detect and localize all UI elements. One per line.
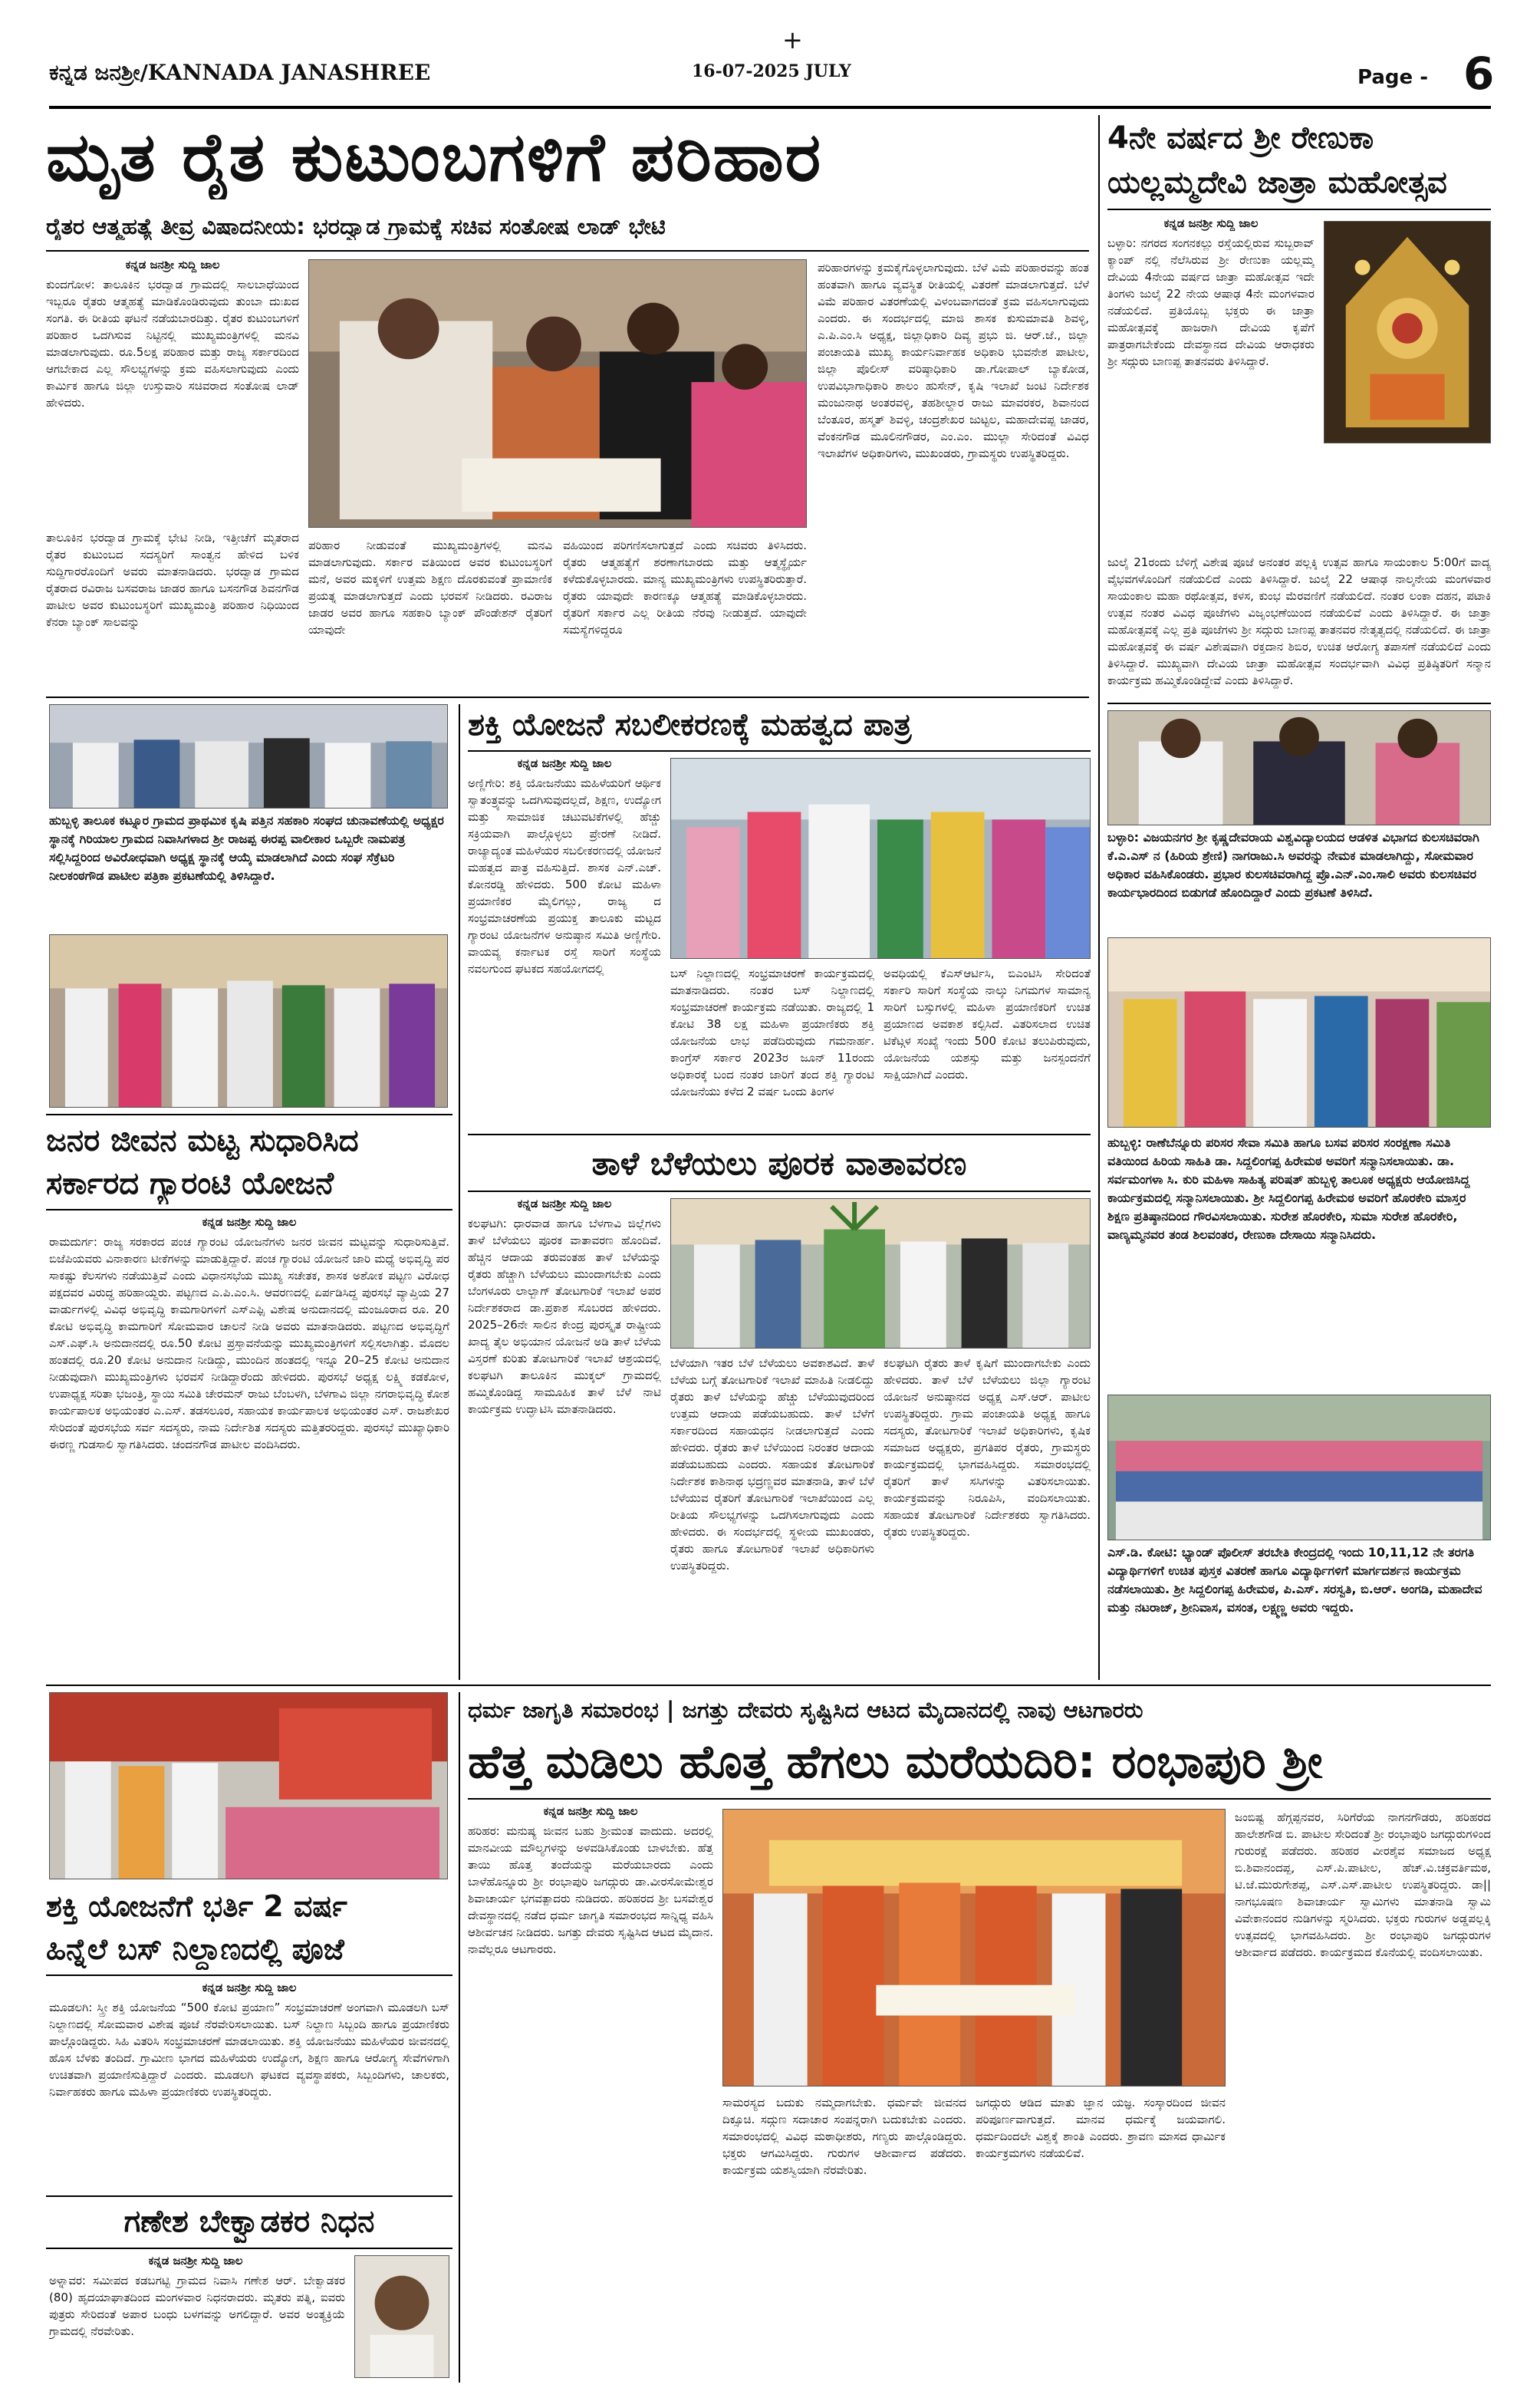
story2-headline-line1: 4ನೇ ವರ್ಷದ ಶ್ರೀ ರೇಣುಕಾ <box>1107 120 1374 156</box>
story6-byline: ಕನ್ನಡ ಜನಶ್ರೀ ಸುದ್ದಿ ಜಾಲ <box>202 1981 297 1994</box>
story3-byline: ಕನ್ನಡ ಜನಶ್ರೀ ಸುದ್ದಿ ಜಾಲ <box>517 756 612 770</box>
masthead-kannada-name: ಕನ್ನಡ ಜನಶ್ರೀ <box>49 60 140 85</box>
story7-body: ಅಳ್ನಾವರ: ಸಮೀಪದ ಕಡಬಗಟ್ಟಿ ಗ್ರಾಮದ ನಿವಾಸಿ ಗಣೇಶ ಆರ್. ಬೇಕ್ವಾಡಕರ (80) ಹೃದಯಾಘಾತದಿಂದ ಮಂಗಳವಾರ ನಿಧನರಾದರು. ಮೃತರು ಪತ್ನಿ, ಐವರು ಪುತ್ರರು ಸೇರಿದಂತೆ ಅಪಾರ ಬಂಧು ಬಳಗವನ್ನು ಅಗಲಿದ್ದಾರೆ. ಅವರ ಅಂತ್ಯಕ್ರಿಯೆ ಗ್ರಾಮದಲ್ಲಿ ನೆರವೇರಿತು. <box>49 2274 345 2338</box>
bus-stand-photo <box>49 1692 448 1879</box>
crosshair-icon: + <box>782 25 803 54</box>
story3-rule <box>468 750 1091 752</box>
story5-body-col3: ಕಲಘಟಗಿ ರೈತರು ತಾಳೆ ಕೃಷಿಗೆ ಮುಂದಾಗಬೇಕು ಎಂದು ಹೇಳಿದರು. ತಾಳೆ ಬೆಳೆ ಬೆಳೆಯಲು ಜಿಲ್ಲಾ ಗ್ಯಾರಂಟಿ ಯೋಜನೆ ಅನುಷ್ಠಾನದ ಅಧ್ಯಕ್ಷ ಎಸ್.ಆರ್. ಪಾಟೀಲ ಉಪಸ್ಥಿತರಿದ್ದರು. ಗ್ರಾಮ ಪಂಚಾಯತಿ ಅಧ್ಯಕ್ಷ ಹಾಗೂ ಸದಸ್ಯರು, ತೋಟಗಾರಿಕೆ ಇಲಾಖೆ ಅಧಿಕಾರಿಗಳು, ಕೃಷಿಕ ಸಮಾಜದ ಅಧ್ಯಕ್ಷರು, ಪ್ರಗತಿಪರ ರೈತರು, ಗ್ರಾಮಸ್ಥರು ಕಾರ್ಯಕ್ರಮದಲ್ಲಿ ಭಾಗವಹಿಸಿದ್ದರು. ಸಮಾರಂಭದಲ್ಲಿ ರೈತರಿಗೆ ತಾಳೆ ಸಸಿಗಳನ್ನು ವಿತರಿಸಲಾಯಿತು. ಕಾರ್ಯಕ್ರಮವನ್ನು ನಿರೂಪಿಸಿ, ವಂದಿಸಲಾಯಿತು. ಸಹಾಯಕ ತೋಟಗಾರಿಕೆ ನಿರ್ದೇಶಕರು ಸ್ವಾಗತಿಸಿದರು. ರೈತರು ಉಪಸ್ಥಿತರಿದ್ದರು. <box>884 1356 1091 1539</box>
story1-body-col1b: ತಾಲೂಕಿನ ಭರದ್ವಾಡ ಗ್ರಾಮಕ್ಕೆ ಭೇಟಿ ನೀಡಿ, ಇತ್ತೀಚೆಗೆ ಮೃತರಾದ ರೈತರ ಕುಟುಂಬದ ಸದಸ್ಯರಿಗೆ ಸಾಂತ್ವನ ಹೇಳಿದ ಬಳಿಕ ಸುದ್ದಿಗಾರರೊಂದಿಗೆ ಅವರು ಮಾತನಾಡಿದರು. ಭರದ್ವಾಡ ಗ್ರಾಮದ ರೈತರಾದ ರವಿರಾಜ ಬಸವರಾಜ ಜಾಡರ ಹಾಗೂ ಬಸನಗೌಡ ಶಿವನಗೌಡ ಪಾಟೀಲ ಅವರ ಕುಟುಂಬಸ್ಥರಿಗೆ ಮುಖ್ಯಮಂತ್ರಿ ಪರಿಹಾರ ನಿಧಿಯಿಂದ ಕೆನರಾ ಬ್ಯಾಂಕ್ ಸಾಲವನ್ನು <box>46 531 299 629</box>
story2-headline-line2: ಯಲ್ಲಮ್ಮದೇವಿ ಜಾತ್ರಾ ಮಹೋತ್ಸವ <box>1107 165 1447 200</box>
felicitation-photo <box>1107 937 1491 1128</box>
story3-body-col1: ಅಣ್ಣಿಗೇರಿ: ಶಕ್ತಿ ಯೋಜನೆಯು ಮಹಿಳೆಯರಿಗೆ ಆರ್ಥಿಕ ಸ್ವಾತಂತ್ರ್ಯವನ್ನು ಒದಗಿಸುವುದಲ್ಲದೆ, ಶಿಕ್ಷಣ, ಉದ್ಯೋಗ ಮತ್ತು ಸಾಮಾಜಿಕ ಚಟುವಟಿಕೆಗಳಲ್ಲಿ ಹೆಚ್ಚು ಸಕ್ರಿಯವಾಗಿ ಪಾಲ್ಗೊಳ್ಳಲು ಪ್ರೇರಣೆ ನೀಡಿದೆ. ರಾಜ್ಯಾದ್ಯಂತ ಮಹಿಳೆಯರ ಸಬಲೀಕರಣದಲ್ಲಿ ಯೋಜನೆ ಮಹತ್ವದ ಪಾತ್ರ ವಹಿಸುತ್ತಿದೆ. ಶಾಸಕ ಎನ್.ಎಚ್. ಕೋನರಡ್ಡಿ ಹೇಳಿದರು. 500 ಕೋಟಿ ಮಹಿಳಾ ಪ್ರಯಾಣಿಕರ ಮೈಲಿಗಲ್ಲು, ರಾಜ್ಯ ದ ಸಂಭ್ರಮಾಚರಣೆಯ ಪ್ರಯುಕ್ತ ತಾಲೂಕು ಮಟ್ಟದ ಗ್ಯಾರಂಟಿ ಯೋಜನೆಗಳ ಅನುಷ್ಠಾನ ಸಮಿತಿ ಅಣ್ಣಿಗೇರಿ. ವಾಯವ್ಯ ಕರ್ನಾಟಕ ರಸ್ತೆ ಸಾರಿಗೆ ಸಂಸ್ಥೆಯ ನವಲಗುಂದ ಘಟಕದ ಸಹಯೋಗದಲ್ಲಿ <box>468 776 661 976</box>
masthead-title <box>49 60 430 86</box>
story5-headline: ತಾಳೆ ಬೆಳೆಯಲು ಪೂರಕ ವಾತಾವರಣ <box>591 1145 967 1182</box>
story5-top-rule <box>468 1134 1091 1135</box>
story7-byline: ಕನ್ನಡ ಜನಶ್ರೀ ಸುದ್ದಿ ಜಾಲ <box>148 2254 243 2268</box>
story2-bottom-rule <box>1107 703 1491 704</box>
page-number: 6 <box>1463 48 1495 100</box>
story2-rule <box>1107 209 1491 210</box>
story8-kicker: ಧರ್ಮ ಜಾಗೃತಿ ಸಮಾರಂಭ | ಜಗತ್ತು ದೇವರು ಸೃಷ್ಟಿಸಿದ ಆಟದ ಮೈದಾನದಲ್ಲಿ ನಾವು ಆಟಗಾರರು <box>468 1697 1143 1723</box>
story1-photo <box>308 259 807 528</box>
story8-photo <box>722 1809 1226 2086</box>
story8-body-col2: ಸಾಮರಸ್ಯದ ಬದುಕು ನಮ್ಮದಾಗಬೇಕು. ಧರ್ಮವೇ ಜೀವನದ ದಿಕ್ಸೂಚಿ. ಸದ್ಗುಣ ಸದಾಚಾರ ಸಂಪನ್ನರಾಗಿ ಬದುಕಬೇಕು ಎಂದರು. ಸಮಾರಂಭದಲ್ಲಿ ವಿವಿಧ ಮಠಾಧೀಶರು, ಗಣ್ಯರು ಪಾಲ್ಗೊಂಡಿದ್ದರು. ಭಕ್ತರು ಆಗಮಿಸಿದ್ದರು. ಗುರುಗಳ ಆಶೀರ್ವಾದ ಪಡೆದರು. ಕಾರ್ಯಕ್ರಮ ಯಶಸ್ವಿಯಾಗಿ ನೆರವೇರಿತು. <box>722 2096 966 2177</box>
story8-body-col4: ಜಂಬಿಷ್ಟ ಹೆಗ್ಗಪ್ಪನವರ, ಸಿರಿಗೆರೆಯ ನಾಗನಗೌಡರು, ಹರಿಹರದ ಹಾಲೇಶಗೌಡ ಬಿ. ಪಾಟೀಲ ಸೇರಿದಂತೆ ಶ್ರೀ ರಂಭಾಪುರಿ ಜಗದ್ಗುರುಗಳಿಂದ ಗುರುರಕ್ಷೆ ಪಡೆದರು. ಹರಿಹರ ವೀರಶೈವ ಸಮಾಜದ ಅಧ್ಯಕ್ಷ ಬಿ.ಶಿವಾನಂದಪ್ಪ, ಎಸ್.ಪಿ.ಪಾಟೀಲ, ಹೆಚ್.ವಿ.ಚಕ್ರವರ್ತಿಮಠ, ಟಿ.ಜೆ.ಮುರುಗೇಶಪ್ಪ, ಎಸ್.ಎಸ್.ಪಾಟೀಲ ಉಪಸ್ಥಿತರಿದ್ದರು. ಡಾ|| ನಾಗಭೂಷಣ ಶಿವಾಚಾರ್ಯ ಸ್ವಾಮಿಗಳು ಮಾತನಾಡಿ ಸ್ವಾಮಿ ವಿವೇಕಾನಂದರ ನುಡಿಗಳನ್ನು ಸ್ಮರಿಸಿದರು. ಭಕ್ತರು ಗುರುಗಳ ಅಡ್ಡಪಲ್ಲಕ್ಕಿ ಉತ್ಸವದಲ್ಲಿ ಭಾಗವಹಿಸಿದರು. ಶ್ರೀ ರಂಭಾಪುರಿ ಜಗದ್ಗುರುಗಳ ಆಶೀರ್ವಾದ ಪಡೆದರು. ಕಾರ್ಯಕ್ರಮದ ಕೊನೆಯಲ್ಲಿ ವಂದಿಸಲಾಯಿತು. <box>1235 1810 1491 1959</box>
column-rule-left <box>459 704 460 1680</box>
story2-byline: ಕನ್ನಡ ಜನಶ್ರೀ ಸುದ್ದಿ ಜಾಲ <box>1163 216 1259 230</box>
story2-body-top: ಬಳ್ಳಾರಿ: ನಗರದ ಸಂಗನಕಲ್ಲು ರಸ್ತೆಯಲ್ಲಿರುವ ಸುಬ್ಬರಾವ್ ಕ್ಯಾಂಪ್ ನಲ್ಲಿ ನೆಲೆಸಿರುವ ಶ್ರೀ ರೇಣುಕಾ ಯಲ್ಲಮ್ಮ ದೇವಿಯ 4ನೇಯ ವರ್ಷದ ಜಾತ್ರಾ ಮಹೋತ್ಸವ ಇದೇ ತಿಂಗಳು ಜುಲೈ 22 ನೇಯ ಆಷಾಢ 4ನೇ ಮಂಗಳವಾರ ನಡೆಯಲಿದೆ. ಪ್ರತಿಯೊಬ್ಬ ಭಕ್ತರು ಈ ಜಾತ್ರಾ ಮಹೋತ್ಸವಕ್ಕೆ ಹಾಜರಾಗಿ ದೇವಿಯ ಕೃಪೆಗೆ ಪಾತ್ರರಾಗಬೇಕೆಂದು ದೇವಸ್ಥಾನದ ದೇವಿಯ ಆರಾಧಕರು ಶ್ರೀ ಸದ್ಗುರು ಬಾಣಪ್ಪ ತಾತನವರು ತಿಳಿಸಿದ್ದಾರೆ. <box>1107 236 1315 368</box>
story5-body-col1: ಕಲಘಟಗಿ: ಧಾರವಾಡ ಹಾಗೂ ಬೆಳಗಾವಿ ಜಿಲ್ಲೆಗಳು ತಾಳೆ ಬೆಳೆಯಲು ಪೂರಕ ವಾತಾವರಣ ಹೊಂದಿವೆ. ಹೆಚ್ಚಿನ ಆದಾಯ ತರುವಂತಹ ತಾಳೆ ಬೆಳೆಯನ್ನು ರೈತರು ಹೆಚ್ಚಾಗಿ ಬೆಳೆಯಲು ಮುಂದಾಗಬೇಕು ಎಂದು ಬೆಂಗಳೂರು ಲಾಲ್ಬಾಗ್ ತೋಟಗಾರಿಕೆ ಇಲಾಖೆ ಅಪರ ನಿರ್ದೇಶಕರಾದ ಡಾ.ಪ್ರಕಾಶ ಸೊಬರದ ಹೇಳಿದರು. 2025–26ನೇ ಸಾಲಿನ ಕೇಂದ್ರ ಪುರಸ್ಕೃತ ರಾಷ್ಟ್ರೀಯ ಖಾದ್ಯ ತೈಲ ಅಭಿಯಾನ ಯೋಜನೆ ಅಡಿ ತಾಳೆ ಬೆಳೆಯ ವಿಸ್ತರಣೆ ಕುರಿತು ತೋಟಗಾರಿಕೆ ಇಲಾಖೆ ಆಶ್ರಯದಲ್ಲಿ ಕಲಘಟಗಿ ತಾಲೂಕಿನ ಮುಕ್ಕಲ್ ಗ್ರಾಮದಲ್ಲಿ ಹಮ್ಮಿಕೊಂಡಿದ್ದ ಸಾಮೂಹಿಕ ತಾಳೆ ಬೆಳೆ ನಾಟಿ ಕಾರ್ಯಕ್ರಮ ಉದ್ಘಾಟಿಸಿ ಮಾತನಾಡಿದರು. <box>468 1217 661 1416</box>
story6-body: ಮೂಡಲಗಿ: ಸ್ತ್ರೀ ಶಕ್ತಿ ಯೋಜನೆಯ “500 ಕೋಟಿ ಪ್ರಯಾಣ” ಸಂಭ್ರಮಾಚರಣೆ ಅಂಗವಾಗಿ ಮೂಡಲಗಿ ಬಸ್ ನಿಲ್ದಾಣದಲ್ಲಿ ಸೋಮವಾರ ವಿಶೇಷ ಪೂಜೆ ನೆರವೇರಿಸಲಾಯಿತು. ಬಸ್ ನಿಲ್ದಾಣ ಸಿಬ್ಬಂದಿ ಹಾಗೂ ಪ್ರಯಾಣಿಕರು ಪಾಲ್ಗೊಂಡಿದ್ದರು. ಸಿಹಿ ವಿತರಿಸಿ ಸಂಭ್ರಮಾಚರಣೆ ಮಾಡಲಾಯಿತು. ಶಕ್ತಿ ಯೋಜನೆಯು ಮಹಿಳೆಯರ ಜೀವನದಲ್ಲಿ ಹೊಸ ಬೆಳಕು ತಂದಿದೆ. ಗ್ರಾಮೀಣ ಭಾಗದ ಮಹಿಳೆಯರು ಉದ್ಯೋಗ, ಶಿಕ್ಷಣ ಹಾಗೂ ಆರೋಗ್ಯ ಸೇವೆಗಳಿಗಾಗಿ ಉಚಿತವಾಗಿ ಪ್ರಯಾಣಿಸುತ್ತಿದ್ದಾರೆ ಎಂದರು. ಮೂಡಲಗಿ ಘಟಕದ ವ್ಯವಸ್ಥಾಪಕರು, ಸಿಬ್ಬಂದಿಗಳು, ಚಾಲಕರು, ನಿರ್ವಾಹಕರು ಹಾಗೂ ಮಹಿಳಾ ಪ್ರಯಾಣಿಕರು ಉಪಸ್ಥಿತರಿದ್ದರು. <box>49 2001 449 2099</box>
masthead-english-name: KANNADA JANASHREE <box>147 60 431 85</box>
story4-body: ರಾಮದುರ್ಗ: ರಾಜ್ಯ ಸರಕಾರದ ಪಂಚ ಗ್ಯಾರಂಟಿ ಯೋಜನೆಗಳು ಜನರ ಜೀವನ ಮಟ್ಟವನ್ನು ಸುಧಾರಿಸುತ್ತಿವೆ. ಬಿಜೆಪಿಯವರು ವಿನಾಕಾರಣ ಟೀಕೆಗಳನ್ನು ಮಾಡುತ್ತಿದ್ದಾರೆ. ಪಂಚ ಗ್ಯಾರಂಟಿ ಯೋಜನೆ ಜಾರಿ ಮಧ್ಯೆ ಅಭಿವೃದ್ಧಿ ಪರ ಸಾಕಷ್ಟು ಕೆಲಸಗಳು ನಡೆಯುತ್ತಿವೆ ಎಂದು ವಿಧಾನಸಭೆಯ ಮುಖ್ಯ ಸಚೇತಕ, ಶಾಸಕ ಅಶೋಕ ಪಟ್ಟಣ ವಿರೋಧ ಪಕ್ಷದವರ ವಿರುದ್ಧ ಹರಿಹಾಯ್ದರು. ಪಟ್ಟಣದ ಎ.ಪಿ.ಎಂ.ಸಿ. ಆವರಣದಲ್ಲಿ ಏರ್ಪಡಿಸಿದ್ದ ಪುರಸಭೆ ವ್ಯಾಪ್ತಿಯ 27 ವಾರ್ಡುಗಳಲ್ಲಿ ವಿವಿಧ ಅಭಿವೃದ್ಧಿ ಕಾಮಗಾರಿಗಳಿಗೆ ಎಸ್ಎಫ್ಸಿ ವಿಶೇಷ ಅನುದಾನದಲ್ಲಿ ಮಂಜೂರಾದ ರೂ. 20 ಕೋಟಿ ಅಭಿವೃದ್ಧಿ ಕಾಮಗಾರಿಗೆ ಸೋಮವಾರ ಚಾಲನೆ ನೀಡಿ ಅವರು ಮಾತನಾಡಿದರು. ಪಟ್ಟಣದ ಅಭಿವೃದ್ಧಿಗೆ ಎಸ್.ಎಫ್.ಸಿ ಅನುದಾನದಲ್ಲಿ ರೂ.50 ಕೋಟಿ ಪ್ರಸ್ತಾವನೆಯನ್ನು ಮುಖ್ಯಮಂತ್ರಿಗಳಿಗೆ ಸಲ್ಲಿಸಲಾಗಿತ್ತು. ಮೊದಲ ಹಂತದಲ್ಲಿ ರೂ.20 ಕೋಟಿ ಅನುದಾನ ನೀಡಿದ್ದು, ಮುಂದಿನ ಹಂತದಲ್ಲಿ ಇನ್ನೂ 20–25 ಕೋಟಿ ಅನುದಾನ ನೀಡುವುದಾಗಿ ಮುಖ್ಯಮಂತ್ರಿಗಳು ಭರವಸೆ ನೀಡಿದ್ದಾರೆಂದು ಹೇಳಿದರು. ಪುರಸಭೆ ಅಧ್ಯಕ್ಷ ಲಕ್ಷ್ಮಿ ಕಡಕೋಳ, ಉಪಾಧ್ಯಕ್ಷ ಸರಿತಾ ಭಜಂತ್ರಿ, ಸ್ಥಾಯಿ ಸಮಿತಿ ಚೇರಮನ್ ರಾಜು ಬೆಂಬಳಗಿ, ಬೆಳಗಾವಿ ಜಿಲ್ಲಾ ನಗರಾಭಿವೃದ್ಧಿ ಕೋಶ ಕಾರ್ಯಪಾಲಕ ಅಭಿಯಂತರ ಎ.ಎಸ್. ತಡಸಲೂರ, ಸಹಾಯಕ ಕಾರ್ಯಪಾಲಕ ಅಭಿಯಂತರ ಎಸ್. ರಾಜಶೇಖರ ಸೇರಿದಂತೆ ಪುರಸಭೆಯ ಸರ್ವ ಸದಸ್ಯರು, ನಾಮ ನಿರ್ದೇಶಿತ ಸದಸ್ಯರು ಮತ್ತಿತರರಿದ್ದರು. ಪುರಸಭೆ ಮುಖ್ಯಾಧಿಕಾರಿ ಈರಣ್ಣ ಗುಡಸಾಲಿ ಸ್ವಾಗತಿಸಿದರು. ಚಂದನಗೌಡ ಪಾಟೀಲ ವಂದಿಸಿದರು. <box>49 1235 449 1451</box>
lower-section-rule <box>46 1685 1491 1686</box>
story6-rule <box>46 1974 452 1976</box>
katnur-society-photo <box>49 704 448 809</box>
story1-subheadline: ರೈತರ ಆತ್ಮಹತ್ಯೆ ತೀವ್ರ ವಿಷಾದನೀಯ: ಭರದ್ವಾಡ ಗ್ರಾಮಕ್ಕೆ ಸಚಿವ ಸಂತೋಷ ಲಾಡ್ ಭೇಟಿ <box>46 213 666 239</box>
story2-body-bottom: ಜುಲೈ 21ರಂದು ಬೆಳಿಗ್ಗೆ ವಿಶೇಷ ಪೂಜೆ ಅನಂತರ ಪಲ್ಲಕ್ಕಿ ಉತ್ಸವ ಹಾಗೂ ಸಾಯಂಕಾಲ 5:00ಗೆ ವಾದ್ಯ ವೈಭವಗಳೊಂದಿಗೆ ನಡೆಯಲಿದೆ ಎಂದು ತಿಳಿಸಿದ್ದಾರೆ. ಜುಲೈ 22 ಆಷಾಢ ನಾಲ್ಕನೇಯ ಮಂಗಳವಾರ ಸಾಯಂಕಾಲ ಮಹಾ ರಥೋತ್ಸವ, ಕಳಸ, ಕುಂಭ ಮೆರವಣಿಗೆ ನಡೆಯಲಿದೆ. ನಂತರ ಲಂಕಾ ದಹನ, ಪಟಾಕಿ ಉತ್ಸವ ನಂತರ ವಿವಿಧ ಪೂಜೆಗಳು ವಿಜೃಂಭಣೆಯಿಂದ ನಡೆಯಲಿವೆ ಎಂದು ತಿಳಿಸಿದ್ದಾರೆ. ಈ ಜಾತ್ರಾ ಮಹೋತ್ಸವಕ್ಕೆ ಎಲ್ಲ ಪ್ರತಿ ಪೂಜೆಗಳು ಶ್ರೀ ಸದ್ಗುರು ಬಾಣಪ್ಪ ತಾತನವರ ನೇತೃತ್ವದಲ್ಲಿ ನಡೆಯಲಿದೆ. ಈ ಜಾತ್ರಾ ಮಹೋತ್ಸವಕ್ಕೆ ಈ ವರ್ಷ ವಿಶೇಷವಾಗಿ ರಕ್ತದಾನ ಶಿಬಿರ, ಉಚಿತ ಆರೋಗ್ಯ ತಪಾಸಣೆ ನಡೆಯಲಿದೆ ಎಂದು ತಿಳಿಸಿದ್ದಾರೆ. ಮುಖ್ಯವಾಗಿ ದೇವಿಯ ಜಾತ್ರಾ ಮಹೋತ್ಸವ ಸಂದರ್ಭವಾಗಿ ವಿವಿಧ ಪ್ರತಿಷ್ಠಿತರಿಗೆ ಸನ್ಮಾನ ಕಾರ್ಯಕ್ರಮ ಹಮ್ಮಿಕೊಂಡಿದ್ದೇವೆ ಎಂದು ತಿಳಿಸಿದ್ದಾರೆ. <box>1107 555 1491 687</box>
story1-body-col2: ಪರಿಹಾರ ನೀಡುವಂತೆ ಮುಖ್ಯಮಂತ್ರಿಗಳಲ್ಲಿ ಮನವಿ ಮಾಡಲಾಗುವುದು. ಸರ್ಕಾರ ವತಿಯಿಂದ ಅವರ ಕುಟುಂಬಸ್ಥರಿಗೆ ಮನೆ, ಅವರ ಮಕ್ಕಳಿಗೆ ಉತ್ತಮ ಶಿಕ್ಷಣ ದೊರಕುವಂತೆ ಪ್ರಾಮಾಣಿಕ ಪ್ರಯತ್ನ ಮಾಡಲಾಗುತ್ತದೆ ಎಂದು ಭರವಸೆ ನೀಡಿದರು. ರವಿರಾಜ ಜಾಡರ ಅವರ ಹಾಗೂ ಸಹಕಾರಿ ಬ್ಯಾಂಕ್ ಪೌಂಡೇಶನ್ ರೈತರಿಗೆ ಯಾವುದೇ <box>308 538 552 637</box>
registrar-caption: ಬಳ್ಳಾರಿ: ವಿಜಯನಗರ ಶ್ರೀ ಕೃಷ್ಣದೇವರಾಯ ವಿಶ್ವವಿದ್ಯಾಲಯದ ಆಡಳಿತ ವಿಭಾಗದ ಕುಲಸಚಿವರಾಗಿ ಕೆ.ಎ.ಎಸ್ ನ (ಹಿರಿಯ ಶ್ರೇಣಿ) ನಾಗರಾಜು.ಸಿ ಅವರನ್ನು ನೇಮಕ ಮಾಡಲಾಗಿದ್ದು, ಸೋಮವಾರ ಅಧಿಕಾರ ವಹಿಸಿಕೊಂಡರು. ಪ್ರಭಾರ ಕುಲಸಚಿವರಾಗಿದ್ದ ಪ್ರೊ.ಎನ್.ಎಂ.ಸಾಲಿ ಅವರು ಕುಲಸಚಿವರ ಕಾರ್ಯಭಾರದಿಂದ ಬಿಡುಗಡೆ ಹೊಂದಿದ್ದಾರೆ ಎಂದು ಪ್ರಕಟಣೆ ತಿಳಿಸಿದೆ. <box>1107 830 1479 900</box>
registrar-photo <box>1107 710 1491 825</box>
story5-byline: ಕನ್ನಡ ಜನಶ್ರೀ ಸುದ್ದಿ ಜಾಲ <box>517 1197 612 1210</box>
katnur-society-caption: ಹುಬ್ಬಳ್ಳಿ ತಾಲೂಕ ಕಟ್ನೂರ ಗ್ರಾಮದ ಪ್ರಾಥಮಿಕ ಕೃಷಿ ಪತ್ತಿನ ಸಹಕಾರಿ ಸಂಘದ ಚುನಾವಣೆಯಲ್ಲಿ ಅಧ್ಯಕ್ಷರ ಸ್ಥಾನಕ್ಕೆ ಗಿರಿಯಾಲ ಗ್ರಾಮದ ನಿವಾಸಿಗಳಾದ ಶ್ರೀ ರಾಜಪ್ಪ ಈರಪ್ಪ ವಾಲೀಕಾರ ಒಬ್ಬರೇ ನಾಮಪತ್ರ ಸಲ್ಲಿಸಿದ್ದರಿಂದ ಅವಿರೋಧವಾಗಿ ಅಧ್ಯಕ್ಷ ಸ್ಥಾನಕ್ಕೆ ಆಯ್ಕೆ ಮಾಡಲಾಗಿದೆ ಎಂದು ಸಂಘ ಸೆಕ್ರೆಟರಿ ನೀಲಕಂಠಗೌಡ ಪಾಟೀಲ ಪತ್ರಿಕಾ ಪ್ರಕಟಣೆಯಲ್ಲಿ ತಿಳಿಸಿದ್ದಾರೆ. <box>49 813 444 883</box>
story1-byline: ಕನ್ನಡ ಜನಶ್ರೀ ಸುದ್ದಿ ಜಾಲ <box>125 258 220 272</box>
story8-byline: ಕನ್ನಡ ಜನಶ್ರೀ ಸುದ್ದಿ ಜಾಲ <box>543 1804 638 1818</box>
story4-headline-line1: ಜನರ ಜೀವನ ಮಟ್ಟ ಸುಧಾರಿಸಿದ <box>46 1123 359 1158</box>
obituary-portrait <box>354 2255 449 2378</box>
story5-rule <box>468 1191 1091 1192</box>
story7-top-rule <box>46 2195 452 2197</box>
story1-body-col3: ವಹಿಯಿಂದ ಪರಿಗಣಿಸಲಾಗುತ್ತದೆ ಎಂದು ಸಚಿವರು ತಿಳಿಸಿದರು. ರೈತರು ಆತ್ಮಹತ್ಯೆಗೆ ಶರಣಾಗಬಾರದು ಮತ್ತು ಆತ್ಮಸ್ಥೈರ್ಯ ಕಳೆದುಕೊಳ್ಳಬಾರದು. ಮಾನ್ಯ ಮುಖ್ಯಮಂತ್ರಿಗಳು ಉಪಸ್ಥಿತರಿರುತ್ತಾರೆ. ರೈತರು ಯಾವುದೇ ಕಾರಣಕ್ಕೂ ಆತ್ಮಹತ್ಯೆ ಮಾಡಿಕೊಳ್ಳಬಾರದು. ರೈತರಿಗೆ ಸರ್ಕಾರ ಎಲ್ಲ ರೀತಿಯ ನೆರವು ನೀಡುತ್ತದೆ. ಯಾವುದೇ ಸಮಸ್ಯೆಗಳಿದ್ದರೂ <box>563 538 807 637</box>
story3-headline: ಶಕ್ತಿ ಯೋಜನೆ ಸಬಲೀಕರಣಕ್ಕೆ ಮಹತ್ವದ ಪಾತ್ರ <box>468 707 912 743</box>
issue-date: 16-07-2025 JULY <box>692 61 851 81</box>
story4-rule <box>46 1209 452 1210</box>
masthead-rule <box>49 106 1491 109</box>
column-rule-right <box>1098 115 1100 1680</box>
story5-photo <box>670 1198 1091 1349</box>
story4-byline: ಕನ್ನಡ ಜನಶ್ರೀ ಸುದ್ದಿ ಜಾಲ <box>202 1215 297 1229</box>
story1-bottom-rule <box>46 697 1089 698</box>
story4-headline-line2: ಸರ್ಕಾರದ ಗ್ಯಾರಂಟಿ ಯೋಜನೆ <box>46 1166 334 1201</box>
story7-rule <box>46 2248 452 2249</box>
story6-headline-line2: ಹಿನ್ನೆಲೆ ಬಸ್ ನಿಲ್ದಾಣದಲ್ಲಿ ಪೂಜೆ <box>46 1932 344 1966</box>
felicitation-caption: ಹುಬ್ಬಳ್ಳಿ: ರಾಣೆಬೆನ್ನೂರು ಪರಿಸರ ಸೇವಾ ಸಮಿತಿ ಹಾಗೂ ಬಸವ ಪರಿಸರ ಸಂರಕ್ಷಣಾ ಸಮಿತಿ ವತಿಯಿಂದ ಹಿರಿಯ ಸಾಹಿತಿ ಡಾ. ಸಿದ್ದಲಿಂಗಪ್ಪ ಹಿರೇಮಠ ಅವರಿಗೆ ಸನ್ಮಾನಿಸಲಾಯಿತು. ಡಾ. ಸರ್ವಮಂಗಳಾ ಸಿ. ಕುರಿ ಮಹಿಳಾ ಸಾಹಿತ್ಯ ಪರಿಷತ್ ಹುಬ್ಬಳ್ಳಿ ತಾಲೂಕ ಅಧ್ಯಕ್ಷರು ಆಯೋಜಿಸಿದ್ದ ಕಾರ್ಯಕ್ರಮದಲ್ಲಿ ಸನ್ಮಾನಿಸಲಾಯಿತು. ಶ್ರೀ ಸಿದ್ದಲಿಂಗಪ್ಪ ಹಿರೇಮಠ ಅವರಿಗೆ ಹೊರಕೇರಿ ಮಾಸ್ತರ ಶಿಕ್ಷಣ ಪ್ರತಿಷ್ಠಾನದಿಂದ ಗೌರವಿಸಲಾಯಿತು. ಸುರೇಶ ಹೊರಕೇರಿ, ಸುಮಾ ಸುರೇಶ ಹೊರಕೇರಿ, ವಾಣ್ಯಮ್ಮನವರ ತಂಡ ಶಿಲವಂತರ, ರೇಣುಕಾ ದೇಸಾಯಿ ಸನ್ಮಾನಿಸಿದರು. <box>1107 1135 1470 1242</box>
story3-photo <box>670 758 1091 959</box>
story1-rule <box>46 250 1089 252</box>
story6-headline-line1: ಶಕ್ತಿ ಯೋಜನೆಗೆ ಭರ್ತಿ 2 ವರ್ಷ <box>46 1889 347 1923</box>
story8-headline: ಹೆತ್ತ ಮಡಿಲು ಹೊತ್ತ ಹೆಗಲು ಮರೆಯದಿರಿ: ರಂಭಾಪುರಿ ಶ್ರೀ <box>468 1735 1323 1789</box>
students-caption: ಎಸ್.ಡಿ. ಕೋಟಿ: ಭ್ಯಾಂಡ್ ಪೊಲೀಸ್ ತರಬೇತಿ ಕೇಂದ್ರದಲ್ಲಿ ಇಂದು 10,11,12 ನೇ ತರಗತಿ ವಿದ್ಯಾರ್ಥಿಗಳಿಗೆ ಉಚಿತ ಪುಸ್ತಕ ವಿತರಣೆ ಹಾಗೂ ವಿದ್ಯಾರ್ಥಿಗಳಿಗೆ ಮಾರ್ಗದರ್ಶನ ಕಾರ್ಯಕ್ರಮ ನಡೆಸಲಾಯಿತು. ಶ್ರೀ ಸಿದ್ದಲಿಂಗಪ್ಪ ಹಿರೇಮಠ, ಪಿ.ಎಸ್. ಸರಸ್ವತಿ, ಬಿ.ಆರ್. ಅಂಗಡಿ, ಮಹಾದೇವ ಮತ್ತು ನಟರಾಜ್, ಶ್ರೀನಿವಾಸ, ವಸಂತ, ಲಕ್ಷ್ಮಣ್ಣ ಅವರು ಇದ್ದರು. <box>1107 1545 1482 1615</box>
page-label: Page - <box>1357 66 1428 89</box>
masthead-separator: / <box>140 60 148 85</box>
students-photo <box>1107 1395 1491 1540</box>
story5-body-col2: ಬೆಳೆಯಾಗಿ ಇತರ ಬೆಳೆ ಬೆಳೆಯಲು ಅವಕಾಶವಿದೆ. ತಾಳೆ ಬೆಳೆಯ ಬಗ್ಗೆ ತೋಟಗಾರಿಕೆ ಇಲಾಖೆ ಮಾಹಿತಿ ನೀಡಲಿದ್ದು ರೈತರು ತಾಳೆ ಬೆಳೆಯನ್ನು ಹೆಚ್ಚು ಬೆಳೆಯುವುದರಿಂದ ಉತ್ತಮ ಆದಾಯ ಪಡೆಯಬಹುದು. ತಾಳೆ ಬೆಳೆಗೆ ಸರ್ಕಾರದಿಂದ ಸಹಾಯಧನ ನೀಡಲಾಗುತ್ತದೆ ಎಂದು ಹೇಳಿದರು. ರೈತರು ತಾಳೆ ಬೆಳೆಯಿಂದ ನಿರಂತರ ಆದಾಯ ಪಡೆಯಬಹುದು ಎಂದರು. ಸಹಾಯಕ ತೋಟಗಾರಿಕೆ ನಿರ್ದೇಶಕ ಕಾಶಿನಾಥ ಭದ್ರಣ್ಣವರ ಮಾತನಾಡಿ, ತಾಳೆ ಬೆಳೆ ಬೆಳೆಯುವ ರೈತರಿಗೆ ತೋಟಗಾರಿಕೆ ಇಲಾಖೆಯಿಂದ ಎಲ್ಲ ರೀತಿಯ ಸೌಲಭ್ಯಗಳನ್ನು ಒದಗಿಸಲಾಗುವುದು ಎಂದು ಹೇಳಿದರು. ಈ ಸಂದರ್ಭದಲ್ಲಿ ಸ್ಥಳೀಯ ಮುಖಂಡರು, ರೈತರು ಹಾಗೂ ತೋಟಗಾರಿಕೆ ಇಲಾಖೆ ಅಧಿಕಾರಿಗಳು ಉಪಸ್ಥಿತರಿದ್ದರು. <box>670 1356 874 1573</box>
masthead <box>49 21 1495 100</box>
story8-body-col3: ಜಗದ್ಗುರು ಆಡಿದ ಮಾತು ಜ್ಞಾನ ಯಜ್ಞ. ಸಂಸ್ಕಾರದಿಂದ ಜೀವನ ಪರಿಪೂರ್ಣವಾಗುತ್ತದೆ. ಮಾನವ ಧರ್ಮಕ್ಕೆ ಜಯವಾಗಲಿ. ಧರ್ಮದಿಂದಲೇ ವಿಶ್ವಕ್ಕೆ ಶಾಂತಿ ಎಂದರು. ಶ್ರಾವಣ ಮಾಸದ ಧಾರ್ಮಿಕ ಕಾರ್ಯಕ್ರಮಗಳು ನಡೆಯಲಿವೆ. <box>976 2096 1226 2160</box>
story4-top-rule <box>46 1114 452 1115</box>
column-rule-lower <box>459 1692 460 2383</box>
story8-rule <box>468 1798 1491 1800</box>
story3-body-col3: ಅವಧಿಯಲ್ಲಿ ಕೆಎಸ್ಆರ್ಟಿಸಿ, ಬಿಎಂಟಿಸಿ ಸೇರಿದಂತೆ ಸರ್ಕಾರಿ ಸಾರಿಗೆ ಸಂಸ್ಥೆಯ ನಾಲ್ಕು ನಿಗಮಗಳ ಸಾಮಾನ್ಯ ಸಾರಿಗೆ ಬಸ್ಸುಗಳಲ್ಲಿ ಮಹಿಳಾ ಪ್ರಯಾಣಿಕರಿಗೆ ಉಚಿತ ಪ್ರಯಾಣದ ಅವಕಾಶ ಕಲ್ಪಿಸಿದೆ. ವಿತರಿಸಲಾದ ಉಚಿತ ಟಿಕೆಟ್ಗಳ ಸಂಖ್ಯೆ ಇಂದು 500 ಕೋಟಿ ತಲುಪಿರುವುದು, ಯೋಜನೆಯ ಯಶಸ್ಸು ಮತ್ತು ಜನಸ್ಪಂದನೆಗೆ ಸಾಕ್ಷಿಯಾಗಿದೆ ಎಂದರು. <box>884 967 1091 1082</box>
story1-body-col4: ಪರಿಹಾರಗಳನ್ನು ಕ್ರಮಕೈಗೊಳ್ಳಲಾಗುವುದು. ಬೆಳೆ ವಿಮೆ ಪರಿಹಾರವನ್ನು ಹಂತ ಹಂತವಾಗಿ ಹಾಗೂ ವ್ಯವಸ್ಥಿತ ರೀತಿಯಲ್ಲಿ ವಿತರಣೆ ಮಾಡಲಾಗುತ್ತದೆ. ಬೆಳೆ ವಿಮೆ ಪರಿಹಾರ ವಿತರಣೆಯಲ್ಲಿ ವಿಳಂಬವಾಗದಂತೆ ಕ್ರಮ ವಹಿಸಲಾಗುವುದು ಎಂದರು. ಈ ಸಂದರ್ಭದಲ್ಲಿ ಮಾಜಿ ಶಾಸಕ ಕುಸುಮಾವತಿ ಶಿವಳ್ಳಿ, ಎ.ಪಿ.ಎಂ.ಸಿ ಅಧ್ಯಕ್ಷ, ಜಿಲ್ಲಾಧಿಕಾರಿ ದಿವ್ಯ ಪ್ರಭು ಜಿ. ಆರ್.ಜೆ., ಜಿಲ್ಲಾ ಪಂಚಾಯತಿ ಮುಖ್ಯ ಕಾರ್ಯನಿರ್ವಾಹಕ ಅಧಿಕಾರಿ ಭುವನೇಶ ಪಾಟೀಲ, ಜಿಲ್ಲಾ ಪೊಲೀಸ್ ವರಿಷ್ಠಾಧಿಕಾರಿ ಡಾ.ಗೋಪಾಲ್ ಬ್ಯಾಕೋಡ, ಉಪವಿಭಾಗಾಧಿಕಾರಿ ಶಾಲಂ ಹುಸೇನ್, ಕೃಷಿ ಇಲಾಖೆ ಜಂಟಿ ನಿರ್ದೇಶಕ ಮಂಜುನಾಥ ಅಂತರವಳ್ಳಿ, ತಹಶೀಲ್ದಾರ ರಾಜು ಮಾವರಕರ, ಶಿವಾನಂದ ಬೆಂತೂರ, ಹಸ್ಮತ್ ಶಿವಳ್ಳಿ, ಚಂದ್ರಶೇಖರ ಜುಟ್ಟಲ, ಮಹಾದೇವಪ್ಪ ಜಾಡರ, ವೆಂಕನಗೌಡ ಮೂಲಿನಗೌಡರ, ಎಂ.ಎಂ. ಮುಲ್ಲಾ ಸೇರಿದಂತೆ ವಿವಿಧ ಇಲಾಖೆಗಳ ಅಧಿಕಾರಿಗಳು, ಮುಖಂಡರು, ಗ್ರಾಮಸ್ಥರು ಉಪಸ್ಥಿತರಿದ್ದರು. <box>818 261 1089 460</box>
story8-body-col1: ಹರಿಹರ: ಮನುಷ್ಯ ಜೀವನ ಬಹು ಶ್ರೀಮಂತ ವಾದುದು. ಅದರಲ್ಲಿ ಮಾನವೀಯ ಮೌಲ್ಯಗಳನ್ನು ಅಳವಡಿಸಿಕೊಂಡು ಬಾಳಬೇಕು. ಹೆತ್ತ ತಾಯಿ ಹೊತ್ತ ತಂದೆಯನ್ನು ಮರೆಯಬಾರದು ಎಂದು ಬಾಳೆಹೊನ್ನೂರು ಶ್ರೀ ರಂಭಾಪುರಿ ಜಗದ್ಗುರು ಡಾ.ವೀರಸೋಮೇಶ್ವರ ಶಿವಾಚಾರ್ಯ ಭಗವತ್ಪಾದರು ನುಡಿದರು. ಹರಿಹರದ ಶ್ರೀ ಬಸವೇಶ್ವರ ದೇವಸ್ಥಾನದಲ್ಲಿ ನಡೆದ ಧರ್ಮ ಜಾಗೃತಿ ಸಮಾರಂಭದ ಸಾನ್ನಿಧ್ಯ ವಹಿಸಿ ಆಶೀರ್ವಚನ ನೀಡಿದರು. ಜಗತ್ತು ದೇವರು ಸೃಷ್ಟಿಸಿದ ಆಟದ ಮೈದಾನ. ನಾವೆಲ್ಲರೂ ಆಟಗಾರರು. <box>468 1824 713 1956</box>
story1-headline: ಮೃತ ರೈತ ಕುಟುಂಬಗಳಿಗೆ ಪರಿಹಾರ <box>46 117 823 196</box>
guarantee-meeting-photo <box>49 934 448 1108</box>
story2-temple-photo <box>1324 221 1491 443</box>
story1-body-col1: ಕುಂದಗೋಳ: ತಾಲೂಕಿನ ಭರದ್ವಾಡ ಗ್ರಾಮದಲ್ಲಿ ಸಾಲಬಾಧೆಯಿಂದ ಇಬ್ಬರೂ ರೈತರು ಆತ್ಮಹತ್ಯೆ ಮಾಡಿಕೊಂಡಿರುವುದು ತುಂಬಾ ದುಃಖದ ಸಂಗತಿ. ಈ ರೀತಿಯ ಘಟನೆ ನಡೆಯಬಾರದಿತ್ತು. ರೈತರ ಕುಟುಂಬಗಳಿಗೆ ಪರಿಹಾರ ಒದಗಿಸುವ ನಿಟ್ಟಿನಲ್ಲಿ ಮುಖ್ಯಮಂತ್ರಿಗಳಲ್ಲಿ ಮನವಿ ಮಾಡಲಾಗುವುದು. ರೂ.5ಲಕ್ಷ ಪರಿಹಾರ ಮತ್ತು ರಾಜ್ಯ ಸರ್ಕಾರದಿಂದ ಆಗಬೇಕಾದ ಎಲ್ಲ ಸೌಲಭ್ಯಗಳನ್ನು ಕ್ರಮ ವಹಿಸಲಾಗುವುದು ಎಂದು ಕಾರ್ಮಿಕ ಹಾಗೂ ಜಿಲ್ಲಾ ಉಸ್ತುವಾರಿ ಸಚಿವರಾದ ಸಂತೋಷ ಲಾಡ್ ಹೇಳಿದರು. <box>46 278 299 410</box>
story7-headline: ಗಣೇಶ ಬೇಕ್ವಾಡಕರ ನಿಧನ <box>123 2204 375 2239</box>
story3-body-col2: ಬಸ್ ನಿಲ್ದಾಣದಲ್ಲಿ ಸಂಭ್ರಮಾಚರಣೆ ಕಾರ್ಯಕ್ರಮದಲ್ಲಿ ಮಾತನಾಡಿದರು. ನಂತರ ಬಸ್ ನಿಲ್ದಾಣದಲ್ಲಿ ಸಂಭ್ರಮಾಚರಣೆ ಕಾರ್ಯಕ್ರಮ ನಡೆಯಿತು. ರಾಜ್ಯದಲ್ಲಿ 1 ಕೋಟಿ 38 ಲಕ್ಷ ಮಹಿಳಾ ಪ್ರಯಾಣಿಕರು ಶಕ್ತಿ ಯೋಜನೆಯ ಲಾಭ ಪಡೆದಿರುವುದು ಗಮನಾರ್ಹ. ಕಾಂಗ್ರೆಸ್ ಸರ್ಕಾರ 2023ರ ಜೂನ್ 11ರಂದು ಅಧಿಕಾರಕ್ಕೆ ಬಂದ ನಂತರ ಜಾರಿಗೆ ತಂದ ಶಕ್ತಿ ಗ್ಯಾರಂಟಿ ಯೋಜನೆಯು ಕಳೆದ 2 ವರ್ಷ ಒಂದು ತಿಂಗಳ <box>670 967 874 1098</box>
